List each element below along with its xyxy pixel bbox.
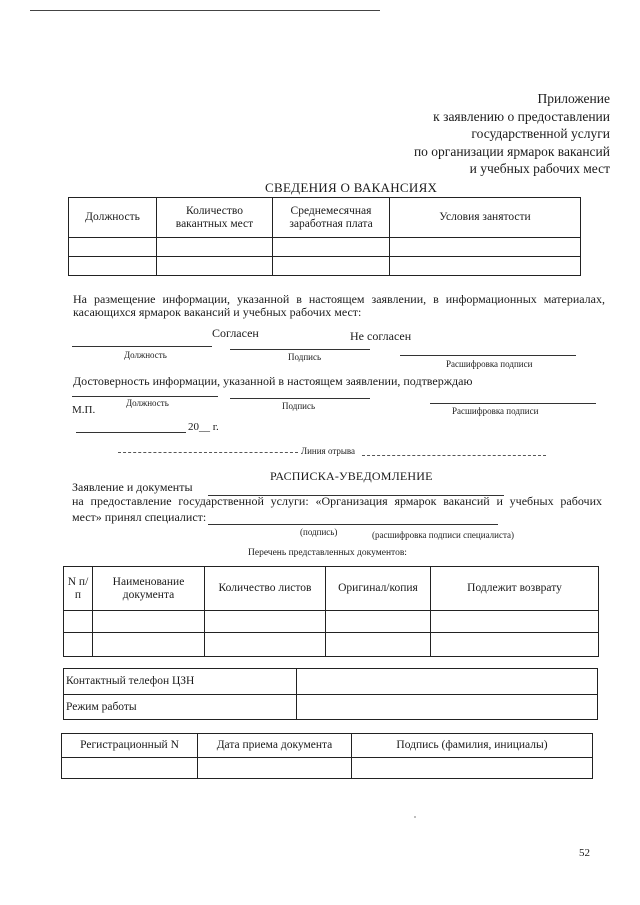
date-year: 20__ г. [188,421,219,433]
vacancies-table [68,197,581,276]
consent-disagree-option[interactable]: Не согласен [350,329,412,343]
specialist-fill-line[interactable] [208,524,498,525]
receipt-line-2: на предоставление государственной услуги: «Организация ярмарок вакансий и учебных рабочих [72,494,602,508]
column-header: Оригинал/копия [326,567,431,611]
appendix-line: к заявлению о предоставлении [433,108,610,124]
column-header: Регистрационный N [62,734,198,758]
confirm-decoding-caption: Расшифровка подписи [452,406,539,416]
table-cell[interactable] [431,633,599,657]
table-cell[interactable] [205,633,326,657]
receipt-signature-hint: (подпись) [300,527,338,537]
table-cell[interactable] [64,611,93,633]
table-cell[interactable] [93,611,205,633]
table-cell[interactable] [205,611,326,633]
receipt-line-1: Заявление и документы [72,480,193,494]
documents-table [63,566,599,657]
table-header-row [64,567,599,611]
table-cell[interactable] [390,257,581,276]
table-cell[interactable] [157,257,273,276]
receipt-decoding-hint: (расшифровка подписи специалиста) [372,530,514,540]
decoding-caption: Расшифровка подписи [446,359,533,369]
appendix-line: по организации ярмарок вакансий [413,143,610,159]
column-header: Подпись (фамилия, инициалы) [352,734,593,758]
confirm-position-line[interactable] [72,396,218,397]
appendix-line: государственной услуги [471,126,610,141]
phone-label: Контактный телефон ЦЗН [64,669,297,695]
table-row [69,238,581,257]
table-row [69,257,581,276]
table-cell[interactable] [326,633,431,657]
scan-speck [414,816,416,818]
table-cell[interactable] [390,238,581,257]
column-header: Подлежит возврату [431,567,599,611]
column-header: Среднемесячная заработная плата [273,198,390,238]
column-header: Количество вакантных мест [157,198,273,238]
table-row [64,669,598,695]
table-header-row [69,198,581,238]
registration-table [61,733,593,779]
column-header: Должность [69,198,157,238]
table-cell[interactable] [69,238,157,257]
top-rule [30,10,380,11]
confirm-text: Достоверность информации, указанной в настоящем заявлении, подтверждаю [73,374,473,388]
table-row [64,633,599,657]
confirm-signature-line[interactable] [230,398,370,399]
table-cell[interactable] [69,257,157,276]
table-cell[interactable] [431,611,599,633]
appendix-header [310,90,610,178]
table-cell[interactable] [326,611,431,633]
table-row [64,611,599,633]
hours-value-cell[interactable] [297,695,598,720]
appendix-line: Приложение [537,91,610,106]
column-header: Наименование документа [93,567,205,611]
signature-caption: Подпись [288,352,322,362]
column-header: Дата приема документа [198,734,352,758]
phone-value-cell[interactable] [297,669,598,695]
position-caption: Должность [124,350,167,360]
table-cell[interactable] [62,758,198,779]
table-cell[interactable] [273,257,390,276]
contacts-table [63,668,598,720]
table-row [62,758,593,779]
page-number: 52 [579,847,590,859]
confirm-position-caption: Должность [126,398,169,408]
vacancies-title: СВЕДЕНИЯ О ВАКАНСИЯХ [265,180,438,195]
receipt-title: РАСПИСКА-УВЕДОМЛЕНИЕ [270,469,433,483]
confirm-signature-caption: Подпись [282,401,316,411]
column-header: N п/п [64,567,93,611]
stamp-label: М.П. [72,404,96,416]
table-cell[interactable] [64,633,93,657]
table-cell[interactable] [198,758,352,779]
appendix-line: и учебных рабочих мест [469,161,610,176]
tear-line-label: Линия отрыва [301,446,356,456]
table-row [64,695,598,720]
column-header: Количество листов [205,567,326,611]
decoding-signature-line[interactable] [400,355,576,356]
consent-agree-option[interactable]: Согласен [212,326,259,340]
confirm-decoding-line[interactable] [430,403,596,404]
receipt-line-3: мест» принял специалист: [72,510,207,524]
table-header-row [62,734,593,758]
consent-text: На размещение информации, указанной в настоящем заявлении, в информационных материалах, касающихся ярмарок вакансий и учебных рабочих мест: [73,292,605,319]
tear-line-left [118,452,298,453]
table-cell[interactable] [352,758,593,779]
position-signature-line[interactable] [72,346,212,347]
table-cell[interactable] [157,238,273,257]
hours-label: Режим работы [64,695,297,720]
documents-caption: Перечень представленных документов: [248,548,407,558]
table-cell[interactable] [273,238,390,257]
signature-line[interactable] [230,349,370,350]
date-line[interactable] [76,432,186,433]
table-cell[interactable] [93,633,205,657]
column-header: Условия занятости [390,198,581,238]
tear-line-right [362,455,546,456]
